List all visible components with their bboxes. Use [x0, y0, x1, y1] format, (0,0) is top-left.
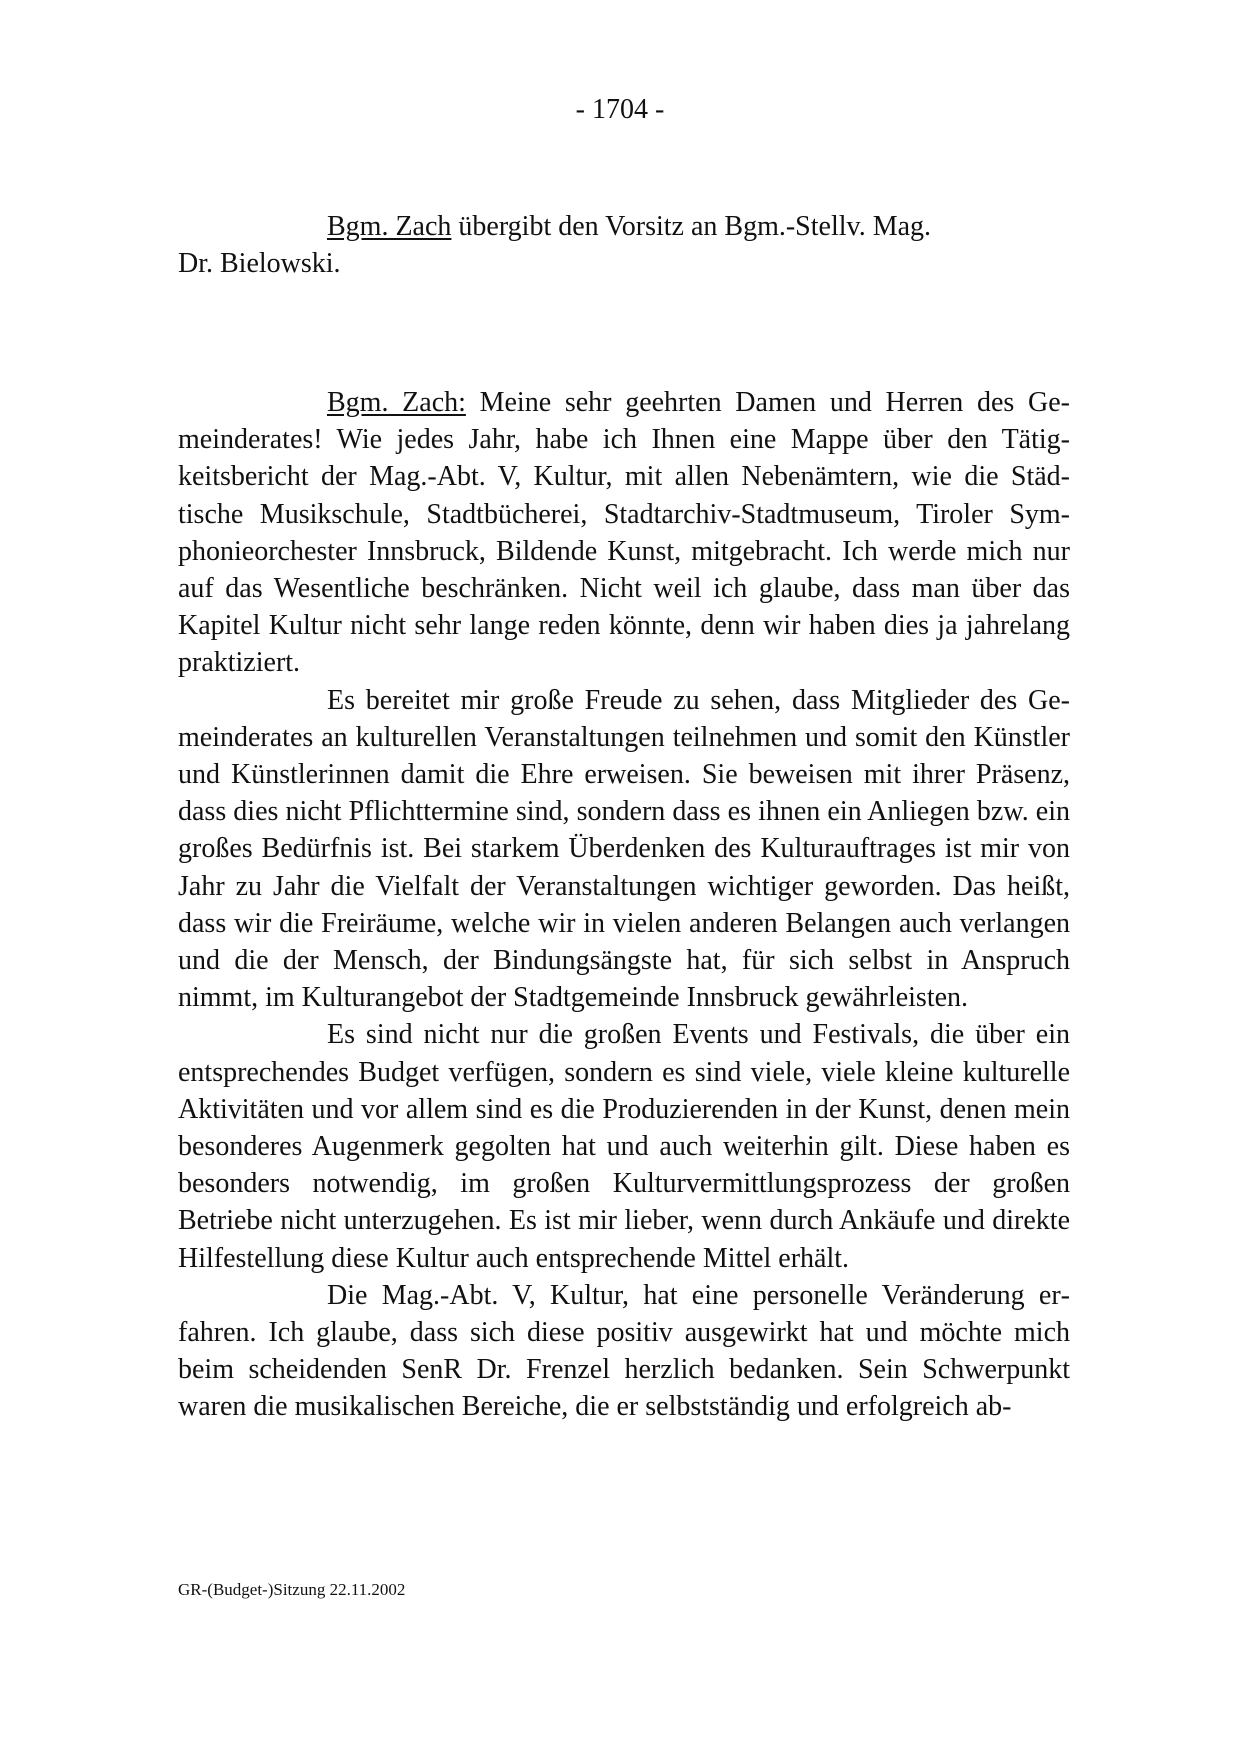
speech-speaker-name: Bgm. Zach: — [327, 387, 466, 418]
speech-paragraph-text: Meine sehr geehrten Damen und Herren des Gemeinderates! Wie jedes Jahr, habe ich Ihnen eine Mappe über den Tätigkeitsbericht der Mag.-Abt. V, Kultur, mit allen Nebenämtern, wie die Städtische Musikschule, Stadtbücherei, Stadtarchiv-Stadtmuseum, Tiroler Symphonieorchester Innsbruck, Bildende Kunst, mitgebracht. Ich werde mich nur auf das Wesentliche beschränken. Nicht weil ich glaube, dass man über das Kapitel Kultur nicht sehr lange reden könnte, denn wir haben dies ja jahrelang praktiziert. — [178, 387, 1070, 679]
speech — [178, 384, 1070, 1426]
speaker-name: Bgm. Zach — [327, 211, 452, 242]
speech-paragraph: Die Mag.-Abt. V, Kultur, hat eine personelle Veränderung erfahren. Ich glaube, dass sich diese positiv ausgewirkt hat und möchte mich beim scheidenden SenR Dr. Frenzel herzlich bedanken. Sein Schwerpunkt waren die musikalischen Bereiche, die er selbstständig und erfolgreich ab- — [178, 1279, 1070, 1423]
handover-line-2: Dr. Bielowski. — [178, 248, 341, 280]
page-number: - 1704 - — [575, 94, 665, 125]
handover-text: übergibt den Vorsitz an Bgm.-Stellv. Mag. — [451, 211, 932, 242]
handover-line — [178, 208, 1070, 245]
speech-paragraph — [178, 384, 1070, 682]
chair-handover-note — [178, 208, 1070, 282]
speech-paragraph: Es bereitet mir große Freude zu sehen, dass Mitglieder des Gemeinderates an kulturellen Veranstaltungen teilnehmen und somit den Künstler und Künstlerinnen damit die Ehre erweisen. Sie beweisen mit ihrer Präsenz, dass dies nicht Pflichttermine sind, sondern dass es ihnen ein Anliegen bzw. ein großes Bedürfnis ist. Bei starkem Überdenken des Kulturauftrages ist mir von Jahr zu Jahr die Vielfalt der Veranstaltungen wichtiger geworden. Das heißt, dass wir die Freiräume, welche wir in vielen anderen Belangen auch verlangen und die der Mensch, der Bindungsängste hat, für sich selbst in Anspruch nimmt, im Kulturangebot der Stadtgemeinde Innsbruck gewährleisten. — [178, 684, 1070, 1014]
footer-session-info: GR-(Budget-)Sitzung 22.11.2002 — [178, 1580, 406, 1599]
speech-paragraph: Es sind nicht nur die großen Events und Festivals, die über ein entsprechendes Budget verfügen, sondern es sind viele, viele kleine kulturelle Aktivitäten und vor allem sind es die Produzierenden in der Kunst, denen mein besonderes Augenmerk gegolten hat und auch weiterhin gilt. Diese haben es besonders notwendig, im großen Kulturvermittlungsprozess der großen Betriebe nicht unterzugehen. Es ist mir lieber, wenn durch Ankäufe und direkte Hilfestellung diese Kultur auch entsprechende Mittel erhält. — [178, 1019, 1070, 1274]
